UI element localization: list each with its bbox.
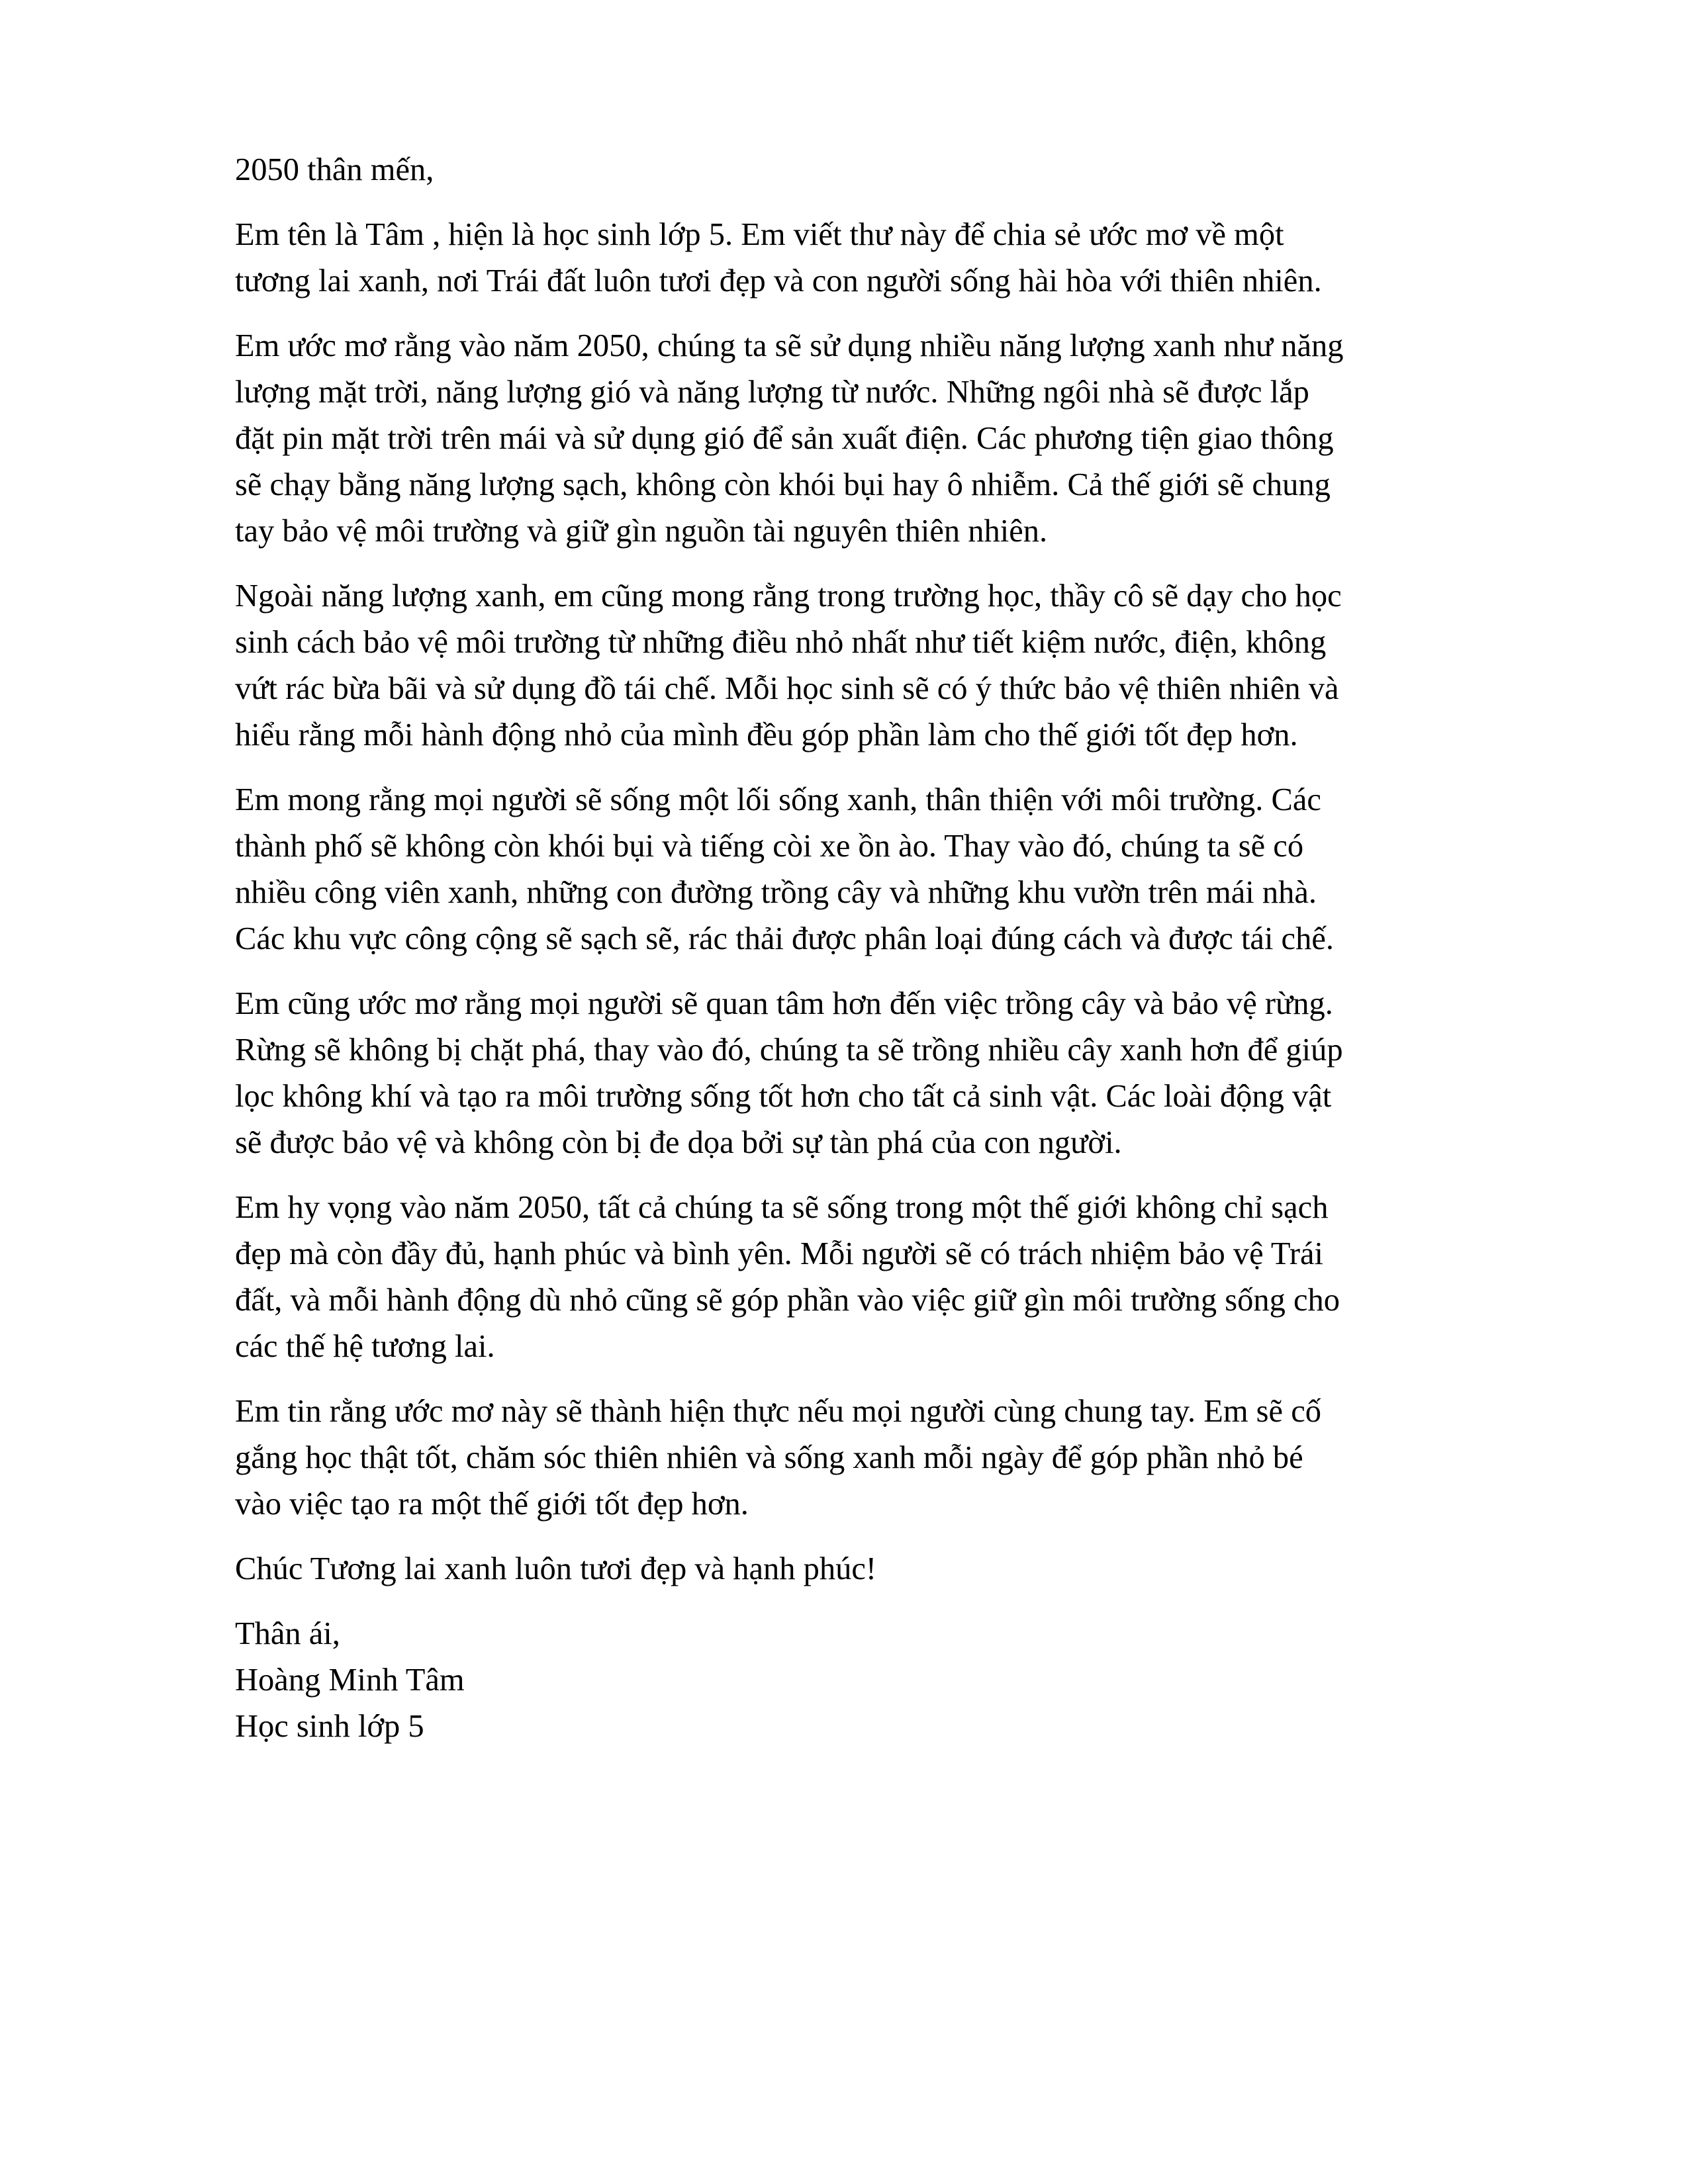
closing-farewell: Thân ái, [235, 1616, 340, 1651]
paragraph-school-education: Ngoài năng lượng xanh, em cũng mong rằng trong trường học, thầy cô sẽ dạy cho học sinh cách bảo vệ môi trường từ những điều nhỏ nhất như tiết kiệm nước, điện, không vứt rác bừa bãi và sử dụng đồ tái chế. Mỗi học sinh sẽ có ý thức bảo vệ thiên nhiên và hiểu rằng mỗi hành động nhỏ của mình đều góp phần làm cho thế giới tốt đẹp hơn. [235, 578, 1342, 752]
paragraph-hope-2050: Em hy vọng vào năm 2050, tất cả chúng ta sẽ sống trong một thế giới không chỉ sạch đẹp mà còn đầy đủ, hạnh phúc và bình yên. Mỗi người sẽ có trách nhiệm bảo vệ Trái đất, và mỗi hành động dù nhỏ cũng sẽ góp phần vào việc giữ gìn môi trường sống cho các thế hệ tương lai. [235, 1190, 1340, 1364]
salutation: 2050 thân mến, [235, 152, 434, 187]
signature-block [235, 1611, 1572, 1750]
paragraph-forest-protection: Em cũng ước mơ rằng mọi người sẽ quan tâm hơn đến việc trồng cây và bảo vệ rừng. Rừng sẽ không bị chặt phá, thay vào đó, chúng ta sẽ trồng nhiều cây xanh hơn để giúp lọc không khí và tạo ra môi trường sống tốt hơn cho tất cả sinh vật. Các loài động vật sẽ được bảo vệ và không còn bị đe dọa bởi sự tàn phá của con người. [235, 986, 1343, 1160]
paragraph-green-energy: Em ước mơ rằng vào năm 2050, chúng ta sẽ sử dụng nhiều năng lượng xanh như năng lượng mặt trời, năng lượng gió và năng lượng từ nước. Những ngôi nhà sẽ được lắp đặt pin mặt trời trên mái và sử dụng gió để sản xuất điện. Các phương tiện giao thông sẽ chạy bằng năng lượng sạch, không còn khói bụi hay ô nhiễm. Cả thế giới sẽ chung tay bảo vệ môi trường và giữ gìn nguồn tài nguyên thiên nhiên. [235, 328, 1344, 549]
letter-body [235, 147, 1572, 1750]
paragraph-intro: Em tên là Tâm , hiện là học sinh lớp 5. Em viết thư này để chia sẻ ước mơ về một tương lai xanh, nơi Trái đất luôn tươi đẹp và con người sống hài hòa với thiên nhiên. [235, 217, 1322, 298]
paragraph-green-lifestyle: Em mong rằng mọi người sẽ sống một lối sống xanh, thân thiện với môi trường. Các thành phố sẽ không còn khói bụi và tiếng còi xe ồn ào. Thay vào đó, chúng ta sẽ có nhiều công viên xanh, những con đường trồng cây và những khu vườn trên mái nhà. Các khu vực công cộng sẽ sạch sẽ, rác thải được phân loại đúng cách và được tái chế. [235, 782, 1334, 956]
signer-name: Hoàng Minh Tâm [235, 1662, 465, 1698]
paragraph-wish: Chúc Tương lai xanh luôn tươi đẹp và hạnh phúc! [235, 1551, 877, 1586]
signer-role: Học sinh lớp 5 [235, 1709, 424, 1744]
paragraph-commitment: Em tin rằng ước mơ này sẽ thành hiện thực nếu mọi người cùng chung tay. Em sẽ cố gắng học thật tốt, chăm sóc thiên nhiên và sống xanh mỗi ngày để góp phần nhỏ bé vào việc tạo ra một thế giới tốt đẹp hơn. [235, 1394, 1321, 1522]
